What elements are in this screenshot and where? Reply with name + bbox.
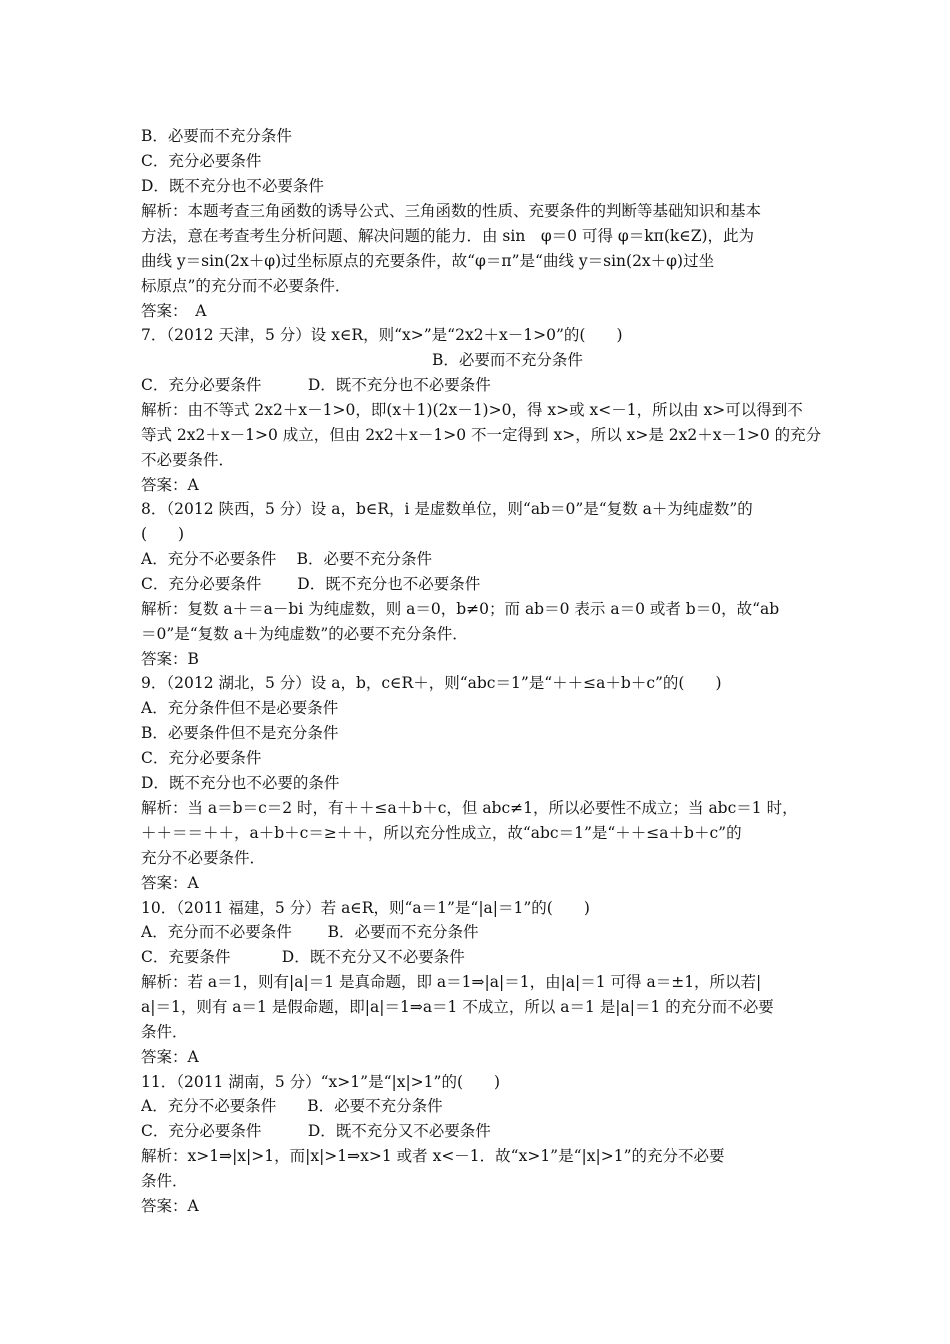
question-7: 7．（2012 天津，5 分）设 x∈R，则“x>”是“2x2＋x－1>0”的( ) <box>141 326 623 344</box>
analysis-line: 充分不必要条件． <box>141 849 266 867</box>
option-row <box>141 348 821 373</box>
option-c: C．充分必要条件 <box>141 749 262 767</box>
option-row: A．充分不必要条件 B．必要不充分条件 <box>141 1097 443 1115</box>
analysis-line: 不必要条件． <box>141 451 235 469</box>
option-d: D．既不充分也不必要条件 <box>141 177 324 195</box>
analysis-line: ＋＋＝＝＋＋，a＋b＋c＝≥＋＋，所以充分性成立，故“abc＝1”是“＋＋≤a＋b＋c”的 <box>141 824 742 842</box>
question-9: 9．（2012 湖北，5 分）设 a，b，c∈R＋，则“abc＝1”是“＋＋≤a＋b＋c”的( ) <box>141 674 722 692</box>
answer-line: 答案：A <box>141 1197 199 1215</box>
answer-line: 答案：A <box>141 476 199 494</box>
option-b: B．必要而不充分条件 <box>432 351 583 369</box>
analysis-line: 解析：本题考查三角函数的诱导公式、三角函数的性质、充要条件的判断等基础知识和基本 <box>141 202 762 220</box>
answer-line: 答案：B <box>141 650 199 668</box>
analysis-line: 条件． <box>141 1023 188 1041</box>
answer-line: 答案：A <box>141 1048 199 1066</box>
analysis-line: 解析：复数 a＋＝a－bi 为纯虚数，则 a＝0，b≠0；而 ab＝0 表示 a＝0 或者 b＝0，故“ab <box>141 600 780 618</box>
analysis-line: 曲线 y＝sin(2x＋φ)过坐标原点的充要条件，故“φ＝π”是“曲线 y＝sin(2x＋φ)过坐 <box>141 252 715 270</box>
question-10: 10．（2011 福建，5 分）若 a∈R，则“a＝1”是“|a|＝1”的( ) <box>141 899 590 917</box>
option-row: C．充分必要条件 D．既不充分也不必要条件 <box>141 575 481 593</box>
option-b: B．必要条件但不是充分条件 <box>141 724 339 742</box>
answer-line: 答案： A <box>141 302 207 320</box>
analysis-line: ＝0”是“复数 a＋为纯虚数”的必要不充分条件． <box>141 625 468 643</box>
option-c: C．充分必要条件 <box>141 152 262 170</box>
option-row: C．充分必要条件 D．既不充分也不必要条件 <box>141 376 491 394</box>
analysis-line: 解析：若 a＝1，则有|a|＝1 是真命题，即 a＝1⇒|a|＝1，由|a|＝1 可得 a＝±1，所以若| <box>141 973 762 991</box>
analysis-line: 解析：由不等式 2x2＋x－1>0，即(x＋1)(2x－1)>0，得 x>或 x<－1，所以由 x>可以得到不 <box>141 401 803 419</box>
question-11: 11．（2011 湖南，5 分）“x>1”是“|x|>1”的( ) <box>141 1073 501 1091</box>
analysis-line: 标原点”的充分而不必要条件． <box>141 277 351 295</box>
analysis-line: 解析：x>1⇒|x|>1，而|x|>1⇒x>1 或者 x<－1．故“x>1”是“|x|>1”的充分不必要 <box>141 1147 725 1165</box>
analysis-line: 等式 2x2＋x－1>0 成立，但由 2x2＋x－1>0 不一定得到 x>，所以 x>是 2x2＋x－1>0 的充分 <box>141 426 821 444</box>
option-row: A．充分而不必要条件 B．必要而不充分条件 <box>141 923 479 941</box>
answer-line: 答案：A <box>141 874 199 892</box>
option-b: B．必要而不充分条件 <box>141 127 292 145</box>
option-a: A．充分条件但不是必要条件 <box>141 699 339 717</box>
option-row: C．充要条件 D．既不充分又不必要条件 <box>141 948 465 966</box>
option-row: C．充分必要条件 D．既不充分又不必要条件 <box>141 1122 491 1140</box>
option-d: D．既不充分也不必要的条件 <box>141 774 340 792</box>
question-8: 8．（2012 陕西，5 分）设 a，b∈R，i 是虚数单位，则“ab＝0”是“复数 a＋为纯虚数”的 <box>141 500 753 518</box>
option-row: A．充分不必要条件 B．必要不充分条件 <box>141 550 433 568</box>
analysis-line: 条件． <box>141 1172 188 1190</box>
question-8-cont: ( ) <box>141 525 185 543</box>
analysis-line: a|＝1，则有 a＝1 是假命题，即|a|＝1⇒a＝1 不成立，所以 a＝1 是|a|＝1 的充分而不必要 <box>141 998 774 1016</box>
analysis-line: 解析：当 a＝b＝c＝2 时，有＋＋≤a＋b＋c，但 abc≠1，所以必要性不成立；当 abc＝1 时， <box>141 799 798 817</box>
analysis-line: 方法，意在考查考生分析问题、解决问题的能力．由 sin φ＝0 可得 φ＝kπ(k∈Z)，此为 <box>141 227 755 245</box>
